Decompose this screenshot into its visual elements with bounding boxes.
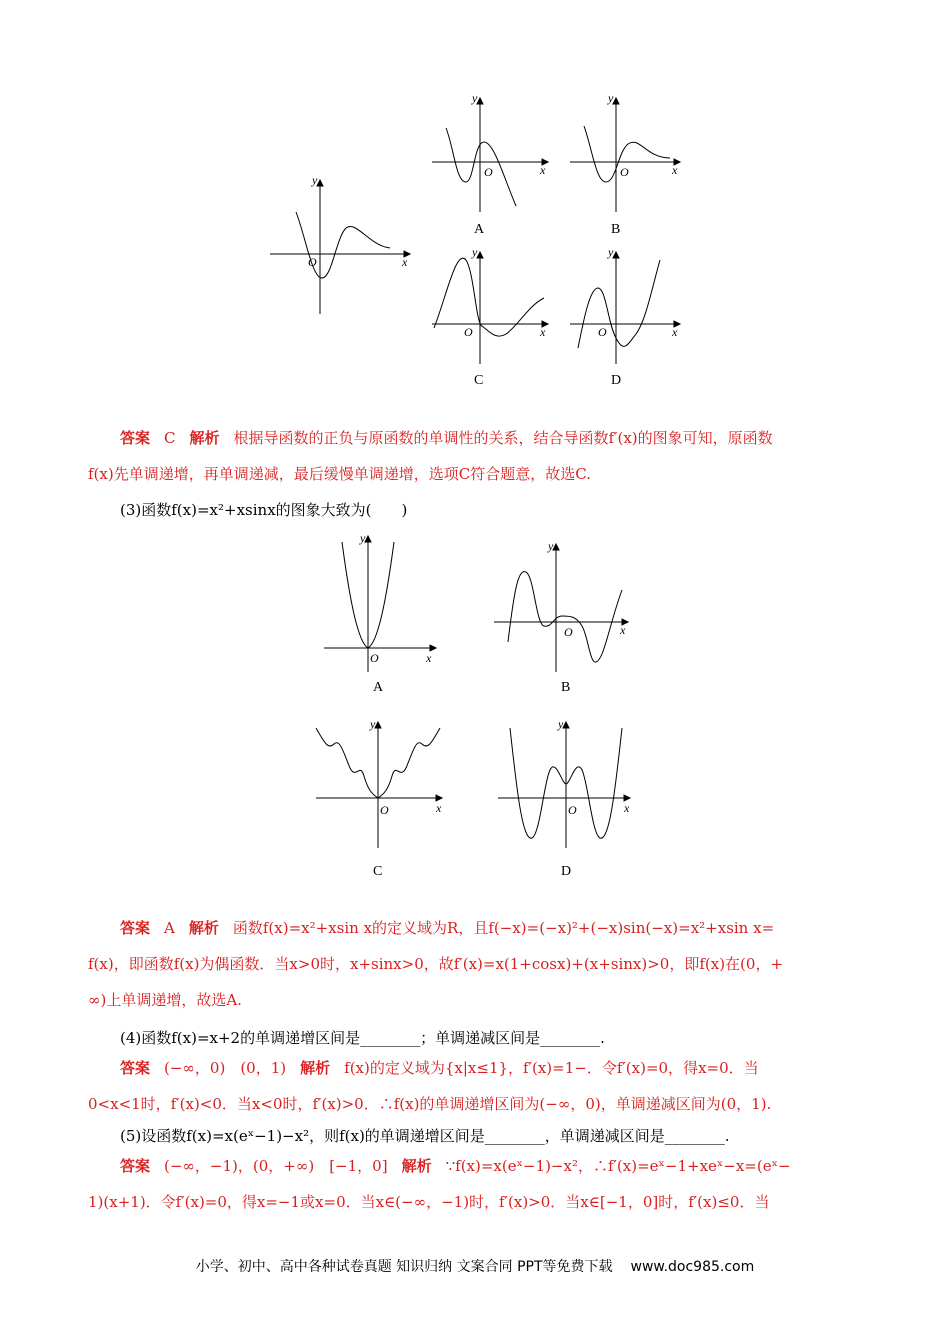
axis-x-label: x xyxy=(624,801,630,815)
axis-x-label: x xyxy=(436,801,442,815)
analysis-line: 函数f(x)=x²+xsin x的定义域为R，且f(−x)=(−x)²+(−x)sin(−x)=x²+xsin x= xyxy=(232,919,775,937)
axis-y-label: y xyxy=(548,539,554,553)
answer-choice: A xyxy=(164,919,175,937)
analysis-line: 根据导函数的正负与原函数的单调性的关系，结合导函数f′(x)的图象可知，原函数 xyxy=(233,429,773,447)
option-b-graph xyxy=(494,544,628,672)
origin-label: O xyxy=(568,803,577,817)
footer-link[interactable]: www.doc985.com xyxy=(630,1259,755,1275)
origin-label: O xyxy=(484,165,493,179)
figure-function-graphs xyxy=(300,532,660,882)
axis-y-label: y xyxy=(472,91,478,105)
option-d-graph xyxy=(498,722,630,848)
analysis-line: f(x)，即函数f(x)为偶函数．当x>0时，x+sinx>0，故f′(x)=x(1+cosx)+(x+sinx)>0，即f(x)在(0，+ xyxy=(88,955,784,973)
option-a-graph xyxy=(432,98,548,212)
axis-y-label: y xyxy=(608,91,614,105)
answer-tag: 答案 xyxy=(120,1059,151,1077)
option-label-a: A xyxy=(373,680,384,695)
page-footer xyxy=(0,1256,950,1276)
analysis-tag: 解析 xyxy=(401,1157,432,1175)
origin-label: O xyxy=(620,165,629,179)
axis-x-label: x xyxy=(672,163,678,177)
axis-y-label: y xyxy=(608,245,614,259)
analysis-line: f(x)先单调递增，再单调递减，最后缓慢单调递增，选项C符合题意，故选C. xyxy=(88,465,591,483)
origin-label: O xyxy=(308,255,317,269)
origin-label: O xyxy=(598,325,607,339)
analysis-line: 0<x<1时，f′(x)<0．当x<0时，f′(x)>0．∴f(x)的单调递增区间为(−∞，0)，单调递减区间为(0，1). xyxy=(88,1095,772,1113)
analysis-tag: 解析 xyxy=(188,919,219,937)
answer-tag: 答案 xyxy=(120,919,151,937)
axis-y-label: y xyxy=(360,532,366,545)
option-b-graph xyxy=(570,98,680,212)
footer-text: 小学、初中、高中各种试卷真题 知识归纳 文案合同 PPT等免费下载 xyxy=(195,1259,613,1275)
analysis-line: f(x)的定义域为{x|x≤1}，f′(x)=1−．令f′(x)=0，得x=0．当 xyxy=(344,1059,759,1077)
axis-x-label: x xyxy=(540,325,546,339)
axis-x-label: x xyxy=(426,651,432,665)
axis-x-label: x xyxy=(620,623,626,637)
answer-5-block xyxy=(88,1148,868,1220)
origin-label: O xyxy=(464,325,473,339)
question-4: (4)函数f(x)=x+2的单调递增区间是________；单调递减区间是________. xyxy=(120,1029,605,1047)
option-a-graph xyxy=(324,536,436,672)
option-label-d: D xyxy=(561,864,572,879)
axis-x-label: x xyxy=(540,163,546,177)
answer-values: (−∞，−1)，(0，+∞) [−1，0] xyxy=(164,1157,388,1175)
origin-label: O xyxy=(564,625,573,639)
question-5: (5)设函数f(x)=x(eˣ−1)−x²，则f(x)的单调递增区间是________，单调递减区间是________. xyxy=(120,1127,730,1145)
analysis-tag: 解析 xyxy=(300,1059,331,1077)
analysis-line: ∵f(x)=x(eˣ−1)−x²，∴f′(x)=eˣ−1+xeˣ−x=(eˣ− xyxy=(445,1157,791,1175)
answer-tag: 答案 xyxy=(120,429,151,447)
option-c-graph xyxy=(432,252,548,364)
analysis-line: 1)(x+1)．令f′(x)=0，得x=−1或x=0．当x∈(−∞，−1)时，f′(x)>0．当x∈[−1，0]时，f′(x)≤0．当 xyxy=(88,1193,770,1211)
option-d-graph xyxy=(570,252,680,364)
answer-tag: 答案 xyxy=(120,1157,151,1175)
axis-x-label: x xyxy=(672,325,678,339)
answer-choice: C xyxy=(164,429,176,447)
answer-4-block xyxy=(88,1050,868,1122)
question-3: (3)函数f(x)=x²+xsinx的图象大致为( ) xyxy=(120,501,408,519)
option-label-c: C xyxy=(474,373,484,388)
option-label-d: D xyxy=(611,373,622,388)
option-c-graph xyxy=(316,722,442,848)
analysis-tag: 解析 xyxy=(189,429,220,447)
axis-y-label: y xyxy=(370,717,376,731)
answer-2-block xyxy=(88,420,868,492)
origin-label: O xyxy=(370,651,379,665)
figure-derivative-graphs xyxy=(260,88,700,398)
axis-y-label: y xyxy=(558,717,564,731)
answer-3-block xyxy=(88,910,868,1018)
axis-y-label: y xyxy=(312,173,318,187)
option-label-b: B xyxy=(611,222,621,237)
option-label-a: A xyxy=(474,222,485,237)
axis-y-label: y xyxy=(472,245,478,259)
axis-x-label: x xyxy=(402,255,408,269)
option-label-c: C xyxy=(373,864,383,879)
answer-values: (−∞，0) (0，1) xyxy=(164,1059,287,1077)
origin-label: O xyxy=(380,803,389,817)
analysis-line: ∞)上单调递增，故选A. xyxy=(88,991,242,1009)
graph-fprime xyxy=(270,180,410,314)
option-label-b: B xyxy=(561,680,571,695)
